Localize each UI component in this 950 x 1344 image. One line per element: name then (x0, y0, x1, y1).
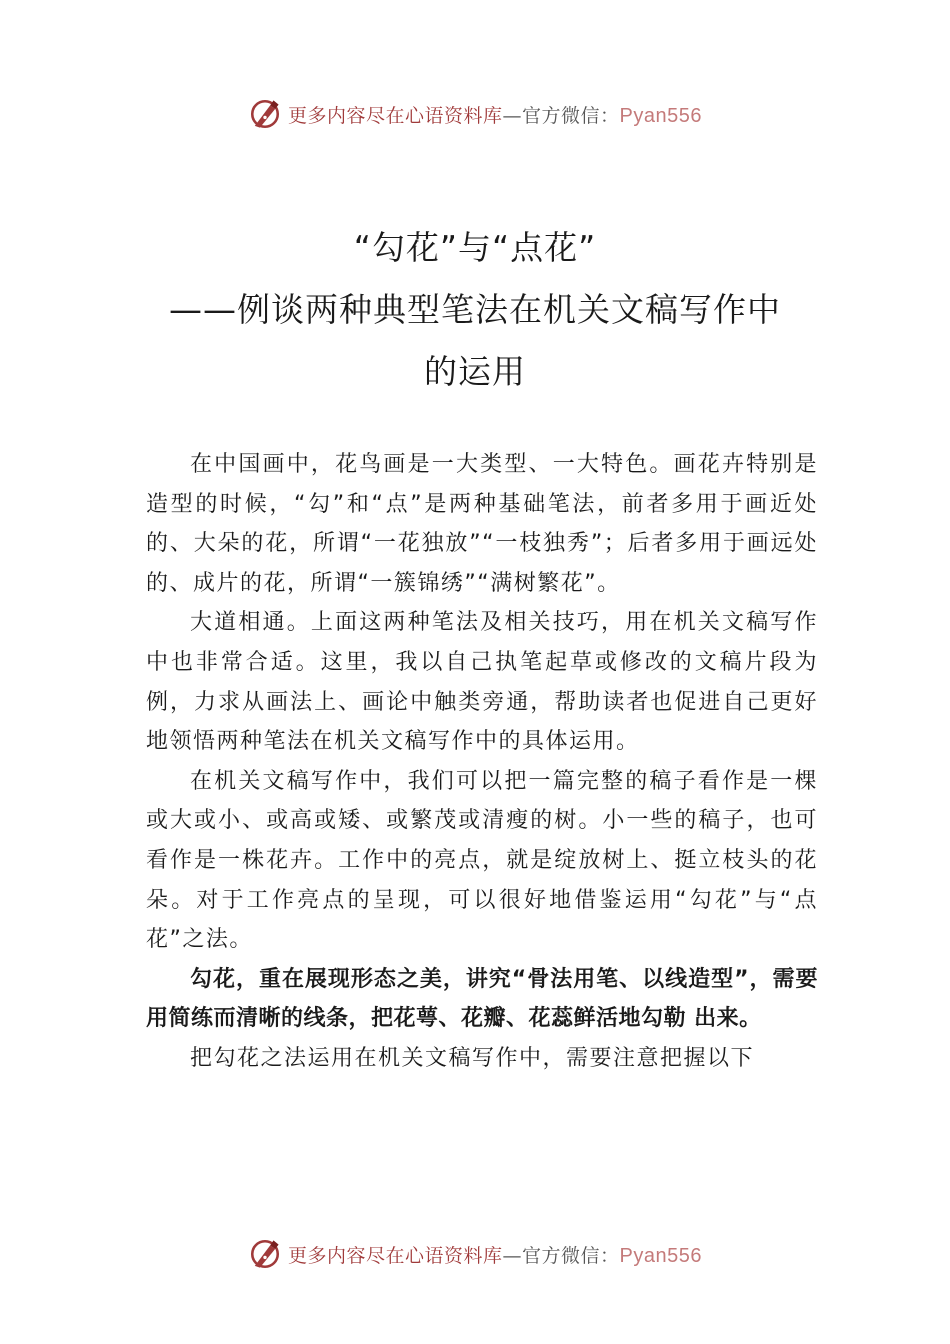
footer-banner (0, 1234, 950, 1274)
pen-nib-logo-icon (248, 97, 282, 131)
paragraph-bold: 勾花，重在展现形态之美，讲究“骨法用笔、以线造型”，需要用简练而清晰的线条，把花萼、花瓣、花蕊鲜活地勾勒 出来。 (146, 966, 818, 1032)
banner-text: 更多内容尽在心语资料库—官方微信：Pyan556 (288, 104, 702, 127)
paragraph: 大道相通。上面这两种笔法及相关技巧，用在机关文稿写作中也非常合适。这里，我以自己执笔起草或修改的文稿片段为例，力求从画法上、画论中触类旁通，帮助读者也促进自己更好地领悟两种笔法在机关文稿写作中的具体运用。 (146, 610, 818, 755)
title-line-3: 的运用 (424, 352, 526, 391)
header-banner (0, 94, 950, 134)
banner-text: 更多内容尽在心语资料库—官方微信：Pyan556 (288, 1244, 702, 1267)
pen-nib-logo-icon (248, 1237, 282, 1271)
paragraph: 在机关文稿写作中，我们可以把一篇完整的稿子看作是一棵或大或小、或高或矮、或繁茂或清瘦的树。小一些的稿子，也可看作是一株花卉。工作中的亮点，就是绽放树上、挺立枝头的花朵。对于工作亮点的呈现，可以很好地借鉴运用“勾花”与“点花”之法。 (146, 768, 818, 953)
title-line-2: ——例谈两种典型笔法在机关文稿写作中 (169, 290, 781, 329)
document-body (146, 445, 818, 1079)
paragraph: 在中国画中，花鸟画是一大类型、一大特色。画花卉特别是造型的时候，“勾”和“点”是两种基础笔法，前者多用于画近处的、大朵的花，所谓“一花独放”“一枝独秀”；后者多用于画远处的、成片的花，所谓“一簇锦绣”“满树繁花”。 (146, 452, 818, 596)
title-line-1: “勾花”与“点花” (353, 228, 597, 267)
paragraph: 把勾花之法运用在机关文稿写作中，需要注意把握以下 (190, 1045, 755, 1071)
